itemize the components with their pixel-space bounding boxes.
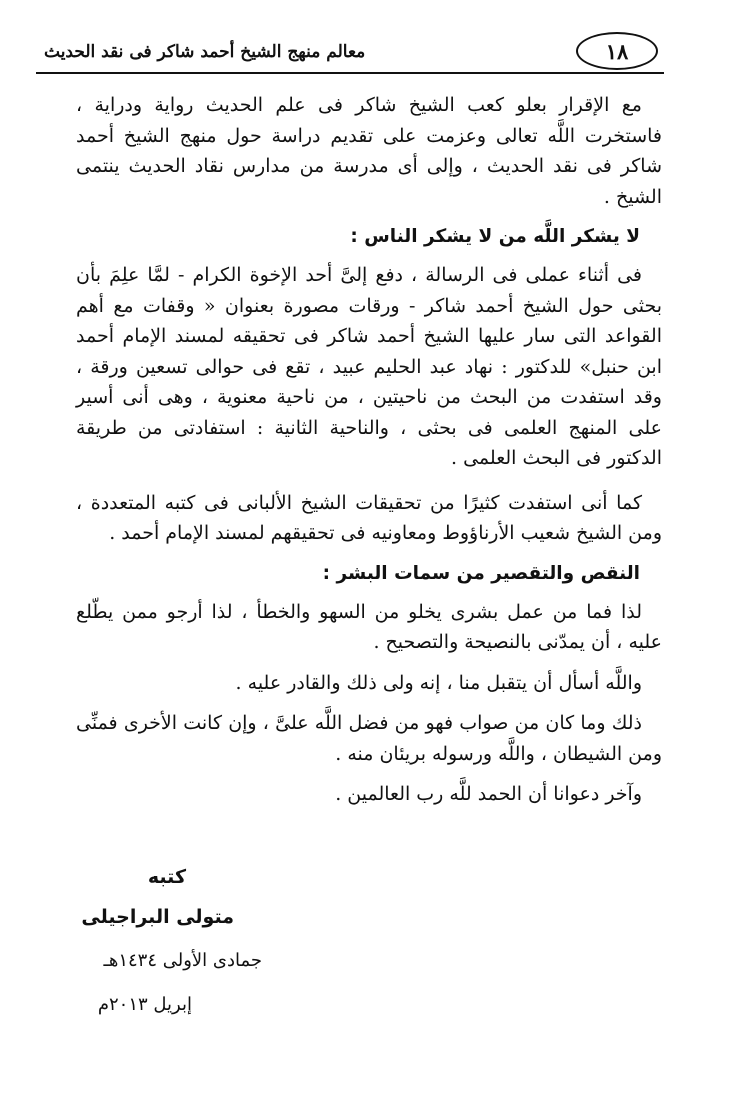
signature-block bbox=[72, 862, 262, 1020]
paragraph-prayer: واللَّه أسأل أن يتقبل منا ، إنه ولى ذلك والقادر عليه . bbox=[235, 671, 642, 694]
gregorian-date: إبريل ٢٠١٣م bbox=[97, 994, 192, 1015]
paragraph-acknowledgement: فى أثناء عملى فى الرسالة ، دفع إلىَّ أحد الإخوة الكرام - لمَّا علِمَ بأن بحثى حول الشيخ أحمد شاكر - ورقات مصورة بعنوان « وقفات مع أهم القواعد التى سار عليها الشيخ أحمد شاكر فى تحقيقه لمسند الإمام أحمد ابن حنبل» للدكتور : نهاد عبد الحليم عبيد ، تقع فى حوالى تسعين ورقة ، وقد استفدت من البحث من ناحيتين ، من ناحية معنوية ، وهى أنى أسير على المنهج العلمى فى بحثى ، والناحية الثانية : استفادتى من طريقة الدكتور فى البحث العلمى . bbox=[76, 264, 662, 469]
hijri-date: جمادى الأولى ١٤٣٤هـ bbox=[103, 950, 262, 971]
section-heading-gratitude: لا يشكر اللَّه من لا يشكر الناس : bbox=[350, 226, 640, 247]
paragraph-intro: مع الإقرار بعلو كعب الشيخ شاكر فى علم الحديث رواية ودراية ، فاستخرت اللَّه تعالى وعزمت على تقديم دراسة حول منهج الشيخ أحمد شاكر فى نقد الحديث ، وإلى أى مدرسة من مدارس نقاد الحديث ينتمى الشيخ . bbox=[76, 94, 662, 208]
page-number: ١٨ bbox=[605, 38, 629, 64]
section-heading-imperfection: النقص والتقصير من سمات البشر : bbox=[322, 562, 640, 584]
page-number-oval bbox=[576, 32, 658, 70]
page-body bbox=[76, 90, 662, 810]
header-rule bbox=[36, 72, 664, 74]
running-title: معالم منهج الشيخ أحمد شاكر فى نقد الحديث bbox=[44, 42, 366, 62]
paragraph-final-praise: وآخر دعوانا أن الحمد للَّه رب العالمين . bbox=[335, 783, 642, 805]
paragraph-request-advice: لذا فما من عمل بشرى يخلو من السهو والخطأ ، لذا أرجو ممن يطّلع عليه ، أن يمدّنى بالنصيحة والتصحيح . bbox=[76, 600, 662, 653]
paragraph-closing: ذلك وما كان من صواب فهو من فضل اللَّه علىَّ ، وإن كانت الأخرى فمنِّى ومن الشيطان ، واللَّه ورسوله بريئان منه . bbox=[76, 712, 662, 765]
page-header bbox=[36, 28, 664, 76]
signature-label: كتبه bbox=[147, 866, 186, 888]
paragraph-benefit: كما أنى استفدت كثيرًا من تحقيقات الشيخ الألبانى فى كتبه المتعددة ، ومن الشيخ شعيب الأرناؤوط ومعاونيه فى تحقيقهم لمسند الإمام أحمد . bbox=[76, 491, 662, 544]
author-name: متولى البراجيلى bbox=[81, 906, 234, 928]
